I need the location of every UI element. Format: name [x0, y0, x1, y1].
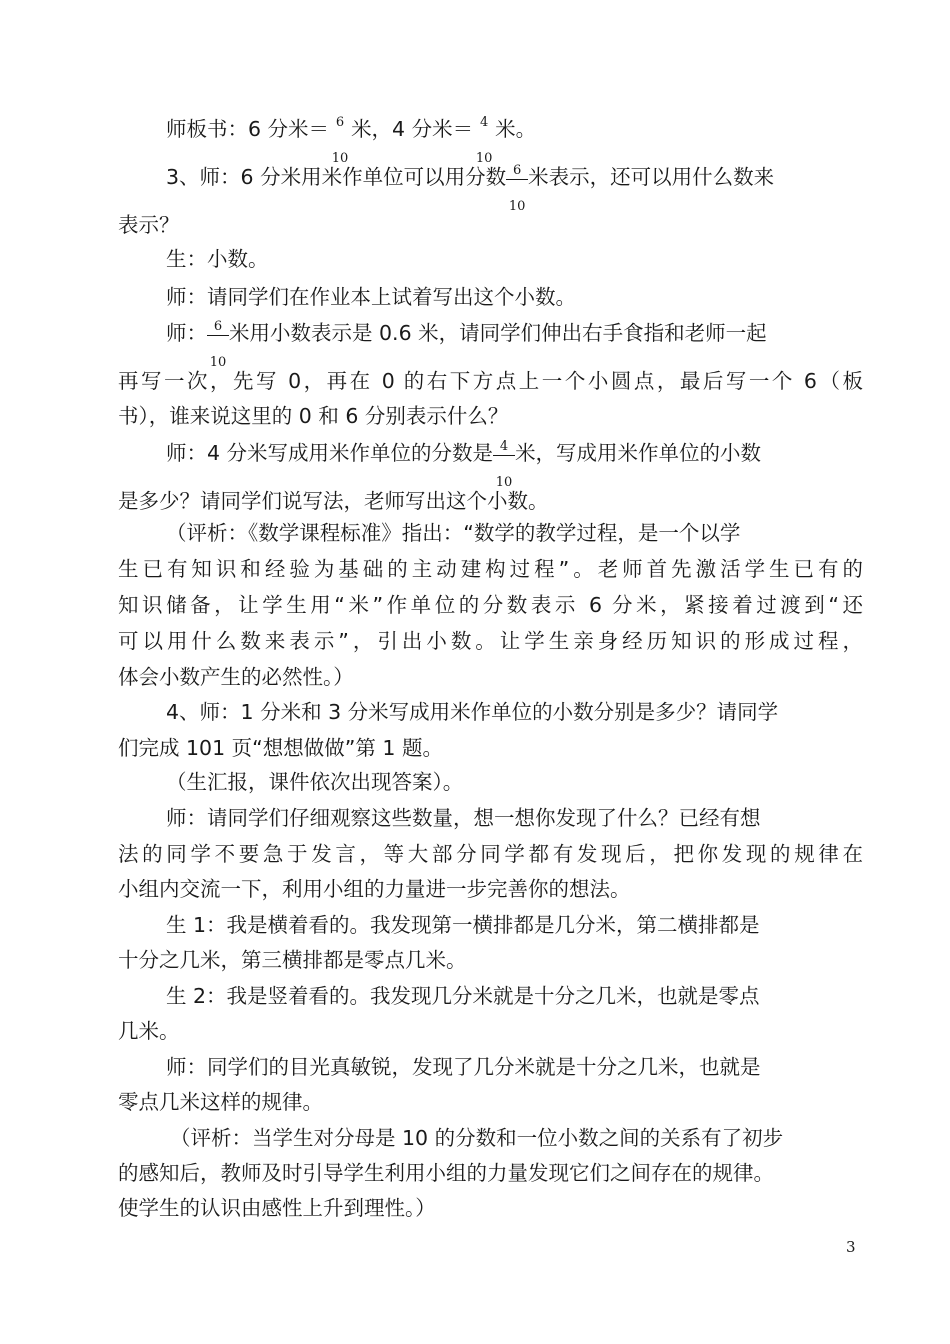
paragraph-line: 法的同学不要急于发言，等大部分同学都有发现后，把你发现的规律在 [118, 842, 863, 866]
fraction-denominator: 10 [475, 151, 493, 166]
fraction-denominator: 10 [209, 355, 227, 370]
paragraph-line: 小组内交流一下，利用小组的力量进一步完善你的想法。 [118, 877, 631, 901]
text-segment: 师：4 分米写成用米作单位的分数是 [166, 441, 494, 465]
paragraph-line: 的感知后，教师及时引导学生利用小组的力量发现它们之间存在的规律。 [118, 1161, 774, 1185]
fraction-numerator: 6 [506, 164, 528, 180]
paragraph-line: 十分之几米，第三横排都是零点几米。 [118, 948, 467, 972]
paragraph-line: 几米。 [118, 1019, 180, 1043]
text-segment: 3、师：6 分米用米作单位可以用分数 [166, 165, 507, 189]
line-teacher-board [166, 114, 537, 166]
text-segment: 米表示，还可以用什么数来 [528, 165, 775, 189]
paragraph-line: 师：请同学们在作业本上试着写出这个小数。 [166, 285, 576, 309]
fraction-4-10 [493, 438, 515, 490]
text-segment: 师板书：6 分米＝ [166, 117, 330, 141]
text-segment: 米用小数表示是 0.6 米，请同学们伸出右手食指和老师一起 [229, 321, 767, 345]
paragraph-line: 师：请同学们仔细观察这些数量，想一想你发现了什么？已经有想 [166, 806, 761, 830]
paragraph-line: （评析：《数学课程标准》指出：“数学的教学过程，是一个以学 [166, 521, 741, 545]
paragraph-line: 生 1：我是横着看的。我发现第一横排都是几分米，第二横排都是 [166, 913, 760, 937]
page-number: 3 [846, 1238, 856, 1256]
paragraph-line: 生：小数。 [166, 247, 269, 271]
fraction-denominator: 10 [331, 151, 349, 166]
fraction-4-10 [473, 114, 495, 166]
text-segment: 师： [166, 321, 207, 345]
line-teacher-4dm [166, 438, 762, 490]
paragraph-line: 生 2：我是竖着看的。我发现几分米就是十分之几米，也就是零点 [166, 984, 760, 1008]
fraction-6-10 [207, 318, 229, 370]
paragraph-line: 4、师：1 分米和 3 分米写成用米作单位的小数分别是多少？请同学 [166, 700, 779, 724]
text-segment: 米。 [495, 117, 537, 141]
paragraph-line: 表示？ [118, 213, 180, 237]
paragraph-line: 师：同学们的目光真敏锐，发现了几分米就是十分之几米，也就是 [166, 1055, 761, 1079]
paragraph-line: （评析：当学生对分母是 10 的分数和一位小数之间的关系有了初步 [170, 1126, 784, 1150]
paragraph-line: 是多少？请同学们说写法，老师写出这个小数。 [118, 489, 549, 513]
paragraph-line: 体会小数产生的必然性。） [118, 665, 354, 689]
paragraph-line: 再写一次，先写 0，再在 0 的右下方点上一个小圆点，最后写一个 6（板 [118, 369, 863, 393]
fraction-6-10 [329, 114, 351, 166]
paragraph-line: （生汇报，课件依次出现答案）。 [166, 770, 464, 794]
fraction-numerator: 4 [493, 440, 515, 456]
text-segment: 米，4 分米＝ [351, 117, 474, 141]
paragraph-line: 知识储备，让学生用“米”作单位的分数表示 6 分米，紧接着过渡到“还 [118, 593, 863, 617]
fraction-denominator: 10 [495, 475, 513, 490]
paragraph-line: 可以用什么数来表示”，引出小数。让学生亲身经历知识的形成过程， [118, 629, 863, 653]
paragraph-line: 书），谁来说这里的 0 和 6 分别表示什么？ [118, 404, 509, 428]
fraction-numerator: 6 [207, 320, 229, 336]
paragraph-line: 零点几米这样的规律。 [118, 1090, 323, 1114]
paragraph-line: 生已有知识和经验为基础的主动建构过程”。老师首先激活学生已有的 [118, 557, 863, 581]
fraction-numerator: 6 [335, 115, 345, 130]
line-teacher-decimal [166, 318, 767, 370]
line-step3 [166, 162, 775, 214]
text-segment: 米，写成用米作单位的小数 [515, 441, 762, 465]
fraction-6-10 [506, 162, 528, 214]
paragraph-line: 使学生的认识由感性上升到理性。） [118, 1196, 436, 1220]
fraction-numerator: 4 [479, 115, 489, 130]
fraction-denominator: 10 [508, 199, 526, 214]
paragraph-line: 们完成 101 页“想想做做”第 1 题。 [118, 736, 443, 760]
